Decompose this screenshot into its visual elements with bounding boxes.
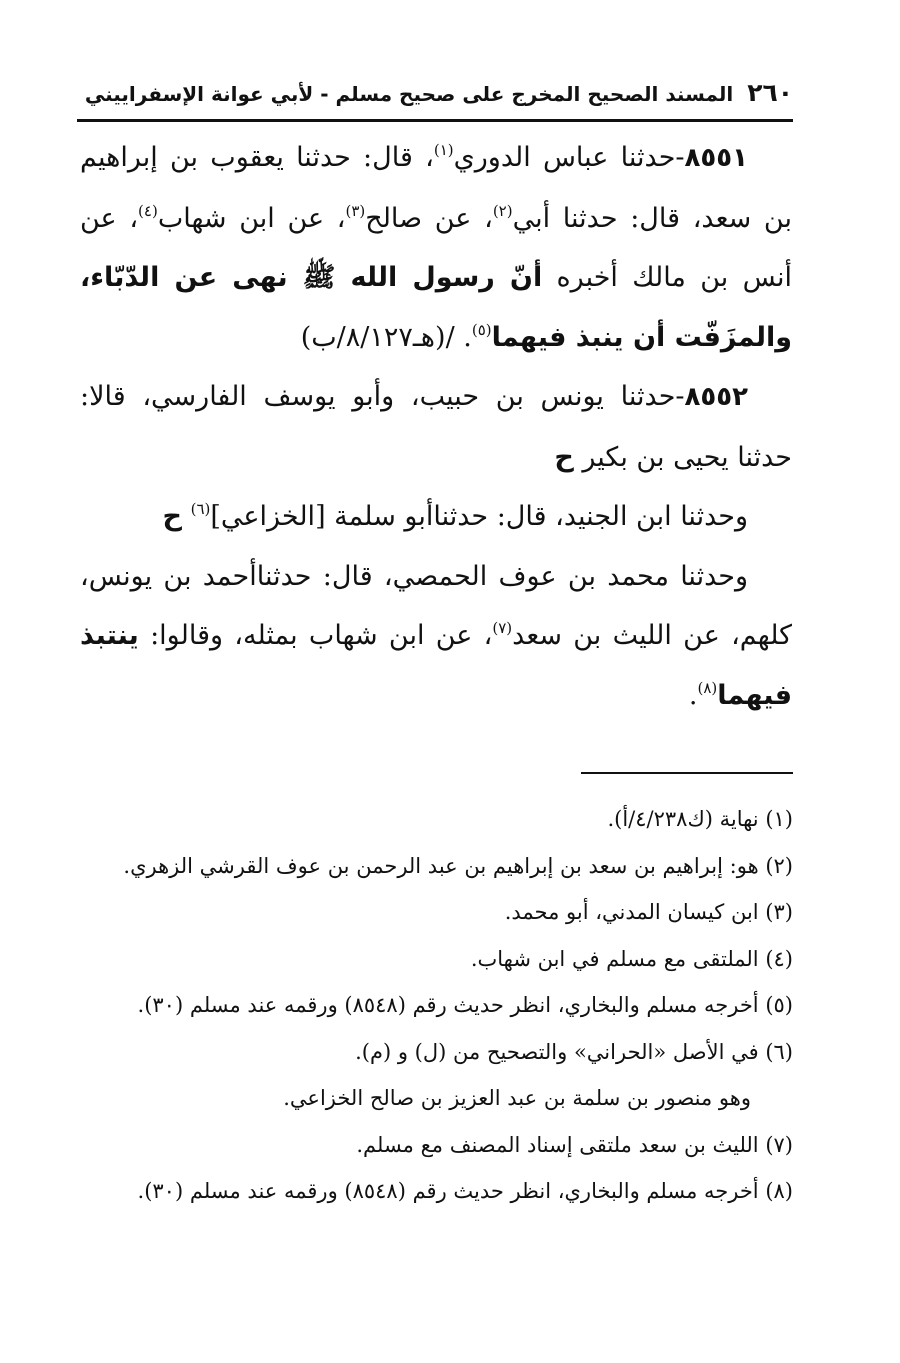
footnote-6: (٦) في الأصل «الحراني» والتصحيح من (ل) و (م).	[355, 1039, 793, 1064]
running-header	[77, 78, 793, 107]
tahwil-mark: ح	[162, 501, 182, 532]
hadith-8552-chain-2	[80, 487, 792, 547]
footnote-ref: (٥)	[471, 320, 492, 339]
page-number: ٢٦٠	[747, 78, 793, 107]
hadith-text: -حدثنا يونس بن حبيب، وأبو يوسف الفارسي، قالا: حدثنا يحيى بن بكير	[80, 381, 792, 473]
footnote-6-continued: وهو منصور بن سلمة بن عبد العزيز بن صالح الخزاعي.	[283, 1086, 751, 1110]
running-title: المسند الصحيح المخرج على صحيح مسلم - لأبي عوانة الإسفراييني	[84, 82, 734, 106]
hadith-number: ٨٥٥١	[684, 143, 748, 173]
hadith-text: ، عن ابن شهاب بمثله، وقالوا:	[138, 620, 493, 651]
hadith-text: ، عن صالح	[365, 202, 493, 234]
footnote-ref: (٤)	[138, 201, 158, 220]
footnote-ref: (٣)	[345, 201, 366, 220]
manuscript-reference: . /(هـ٨/١٢٧/ب)	[300, 321, 472, 353]
footnote-ref: (٨)	[697, 678, 718, 697]
header-rule	[77, 119, 793, 122]
hadith-number: ٨٥٥٢	[684, 382, 748, 412]
footnote-4: (٤) الملتقى مع مسلم في ابن شهاب.	[470, 946, 793, 971]
main-text	[80, 128, 792, 725]
footnote-2: (٢) هو: إبراهيم بن سعد بن إبراهيم بن عبد الرحمن بن عوف القرشي الزهري.	[123, 853, 793, 878]
hadith-8551	[80, 128, 792, 367]
footnote-1: (١) نهاية (ك٤/٢٣٨/أ).	[607, 807, 793, 831]
hadith-text: وحدثنا ابن الجنيد، قال: حدثناأبو سلمة [الخزاعي]	[210, 501, 748, 532]
footnote-ref: (٢)	[492, 201, 513, 220]
tahwil-mark: ح	[554, 441, 574, 473]
footnote-separator	[581, 772, 793, 774]
hadith-text: ، عن أنس بن مالك أخبره	[80, 202, 793, 293]
footnotes	[93, 796, 793, 1215]
hadith-8552-chain-3	[80, 547, 792, 726]
hadith-text: وحدثنا محمد بن عوف الحمصي، قال: حدثناأحمد بن يونس، كلهم، عن الليث بن سعد	[80, 560, 792, 651]
footnote-5: (٥) أخرجه مسلم والبخاري، انظر حديث رقم (٨٥٤٨) ورقمه عند مسلم (٣٠).	[137, 993, 793, 1017]
hadith-text: ، عن ابن شهاب	[157, 202, 346, 234]
footnote-7: (٧) الليث بن سعد ملتقى إسناد المصنف مع مسلم.	[356, 1132, 793, 1157]
hadith-text: ، قال: حدثنا يعقوب بن إبراهيم بن سعد، قال: حدثنا أبي	[80, 142, 792, 234]
hadith-matn: أنّ رسول الله ﷺ نهى عن الدّبّاء، والمزَفّت أن ينبذ فيهما	[80, 262, 792, 353]
footnote-8: (٨) أخرجه مسلم والبخاري، انظر حديث رقم (٨٥٤٨) ورقمه عند مسلم (٣٠).	[137, 1179, 793, 1203]
footnote-ref: (١)	[433, 141, 454, 159]
footnote-3: (٣) ابن كيسان المدني، أبو محمد.	[504, 900, 793, 924]
footnote-ref: (٦)	[190, 500, 211, 518]
hadith-matn: ينتبذ فيهما	[80, 620, 792, 711]
hadith-text: -حدثنا عباس الدوري	[453, 142, 685, 173]
hadith-text: .	[688, 679, 698, 711]
hadith-8552	[80, 367, 792, 487]
footnote-ref: (٧)	[492, 619, 513, 637]
